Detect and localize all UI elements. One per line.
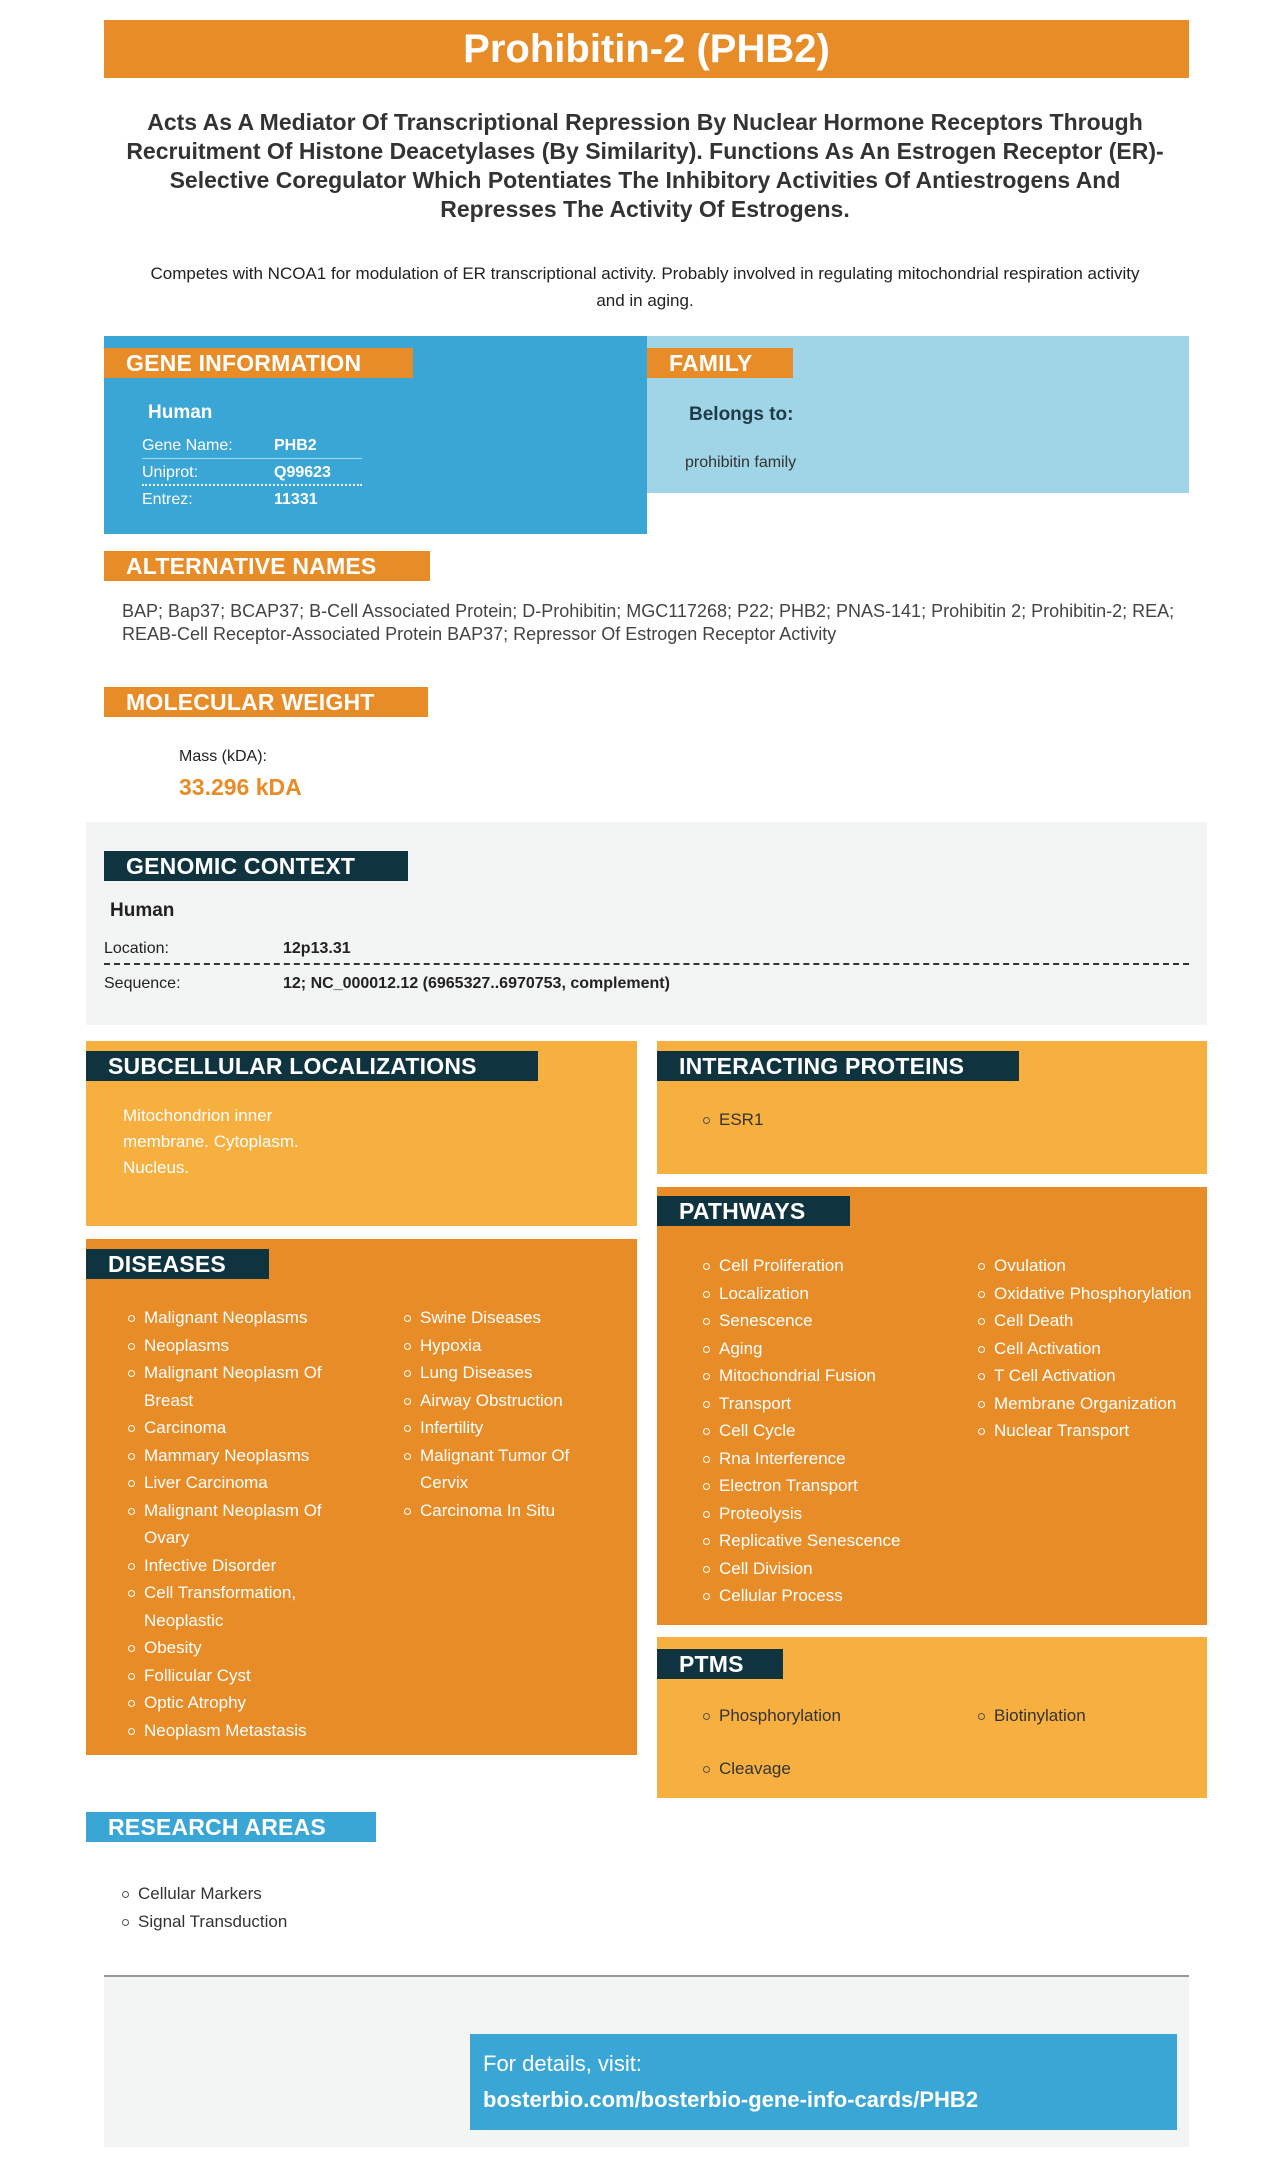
- list-item: Carcinoma In Situ: [402, 1497, 607, 1525]
- list-item: Rna Interference: [701, 1445, 951, 1473]
- list-item: Cell Death: [976, 1307, 1201, 1335]
- details-url[interactable]: bosterbio.com/bosterbio-gene-info-cards/PHB2: [483, 2087, 979, 2112]
- list-item: Optic Atrophy: [126, 1689, 356, 1717]
- list-item: Cell Transformation, Neoplastic: [126, 1579, 356, 1634]
- family-heading: FAMILY: [647, 348, 793, 378]
- list-item: Oxidative Phosphorylation: [976, 1280, 1201, 1308]
- list-item: Localization: [701, 1280, 951, 1308]
- uniprot-label: Uniprot:: [142, 464, 199, 481]
- list-item: Malignant Tumor Of Cervix: [402, 1442, 607, 1497]
- list-item: Malignant Neoplasm Of Ovary: [126, 1497, 356, 1552]
- list-item: Obesity: [126, 1634, 356, 1662]
- diseases-panel: [86, 1239, 637, 1755]
- list-item: Nuclear Transport: [976, 1417, 1201, 1445]
- list-item: Electron Transport: [701, 1472, 951, 1500]
- subcellular-heading: SUBCELLULAR LOCALIZATIONS: [86, 1051, 538, 1081]
- research-areas-list: [120, 1880, 287, 1935]
- entrez-label: Entrez:: [142, 491, 193, 508]
- list-item: Replicative Senescence: [701, 1527, 951, 1555]
- pathways-panel: [657, 1187, 1207, 1625]
- interacting-proteins-heading: INTERACTING PROTEINS: [657, 1051, 1019, 1081]
- sequence-value: 12; NC_000012.12 (6965327..6970753, complement): [283, 975, 670, 992]
- pathways-list-col2: [976, 1252, 1201, 1445]
- list-item: Neoplasm Metastasis: [126, 1717, 356, 1745]
- function-summary: Acts As A Mediator Of Transcriptional Repression By Nuclear Hormone Receptors Through Recruitment Of Histone Deacetylases (By Similarity). Functions As An Estrogen Receptor (ER)-Selective Coregulator Which Potentiates The Inhibitory Activities Of Antiestrogens And Represses The Activity Of Estrogens.: [126, 109, 1164, 222]
- list-item: Cell Activation: [976, 1335, 1201, 1363]
- research-areas-heading: RESEARCH AREAS: [86, 1812, 376, 1842]
- gene-name-value: PHB2: [274, 437, 317, 454]
- list-item: T Cell Activation: [976, 1362, 1201, 1390]
- family-value: prohibitin family: [685, 454, 797, 471]
- gene-information-heading: GENE INFORMATION: [104, 348, 413, 378]
- list-item: Neoplasms: [126, 1332, 356, 1360]
- molecular-weight-heading: MOLECULAR WEIGHT: [104, 687, 428, 717]
- genomic-species: Human: [110, 900, 175, 921]
- function-description: Competes with NCOA1 for modulation of ER transcriptional activity. Probably involved in regulating mitochondrial respiration activity and in aging.: [150, 264, 1140, 310]
- ptms-list-col1: [701, 1702, 951, 1782]
- list-item: Malignant Neoplasm Of Breast: [126, 1359, 356, 1414]
- alternative-names-heading: ALTERNATIVE NAMES: [104, 551, 430, 581]
- list-item: Follicular Cyst: [126, 1662, 356, 1690]
- list-item: Senescence: [701, 1307, 951, 1335]
- uniprot-row: [142, 459, 362, 486]
- list-item: Infertility: [402, 1414, 607, 1442]
- location-label: Location:: [104, 940, 169, 957]
- list-item: Hypoxia: [402, 1332, 607, 1360]
- page-title: Prohibitin-2 (PHB2): [104, 20, 1189, 78]
- list-item: Cleavage: [701, 1755, 951, 1783]
- list-item: Cell Cycle: [701, 1417, 951, 1445]
- list-item: Cell Proliferation: [701, 1252, 951, 1280]
- gene-info-table: [142, 432, 362, 513]
- list-item: Mammary Neoplasms: [126, 1442, 356, 1470]
- gene-name-label: Gene Name:: [142, 437, 233, 454]
- list-item: Cell Division: [701, 1555, 951, 1583]
- list-item: Mitochondrial Fusion: [701, 1362, 951, 1390]
- location-value: 12p13.31: [283, 940, 351, 957]
- list-item: Liver Carcinoma: [126, 1469, 356, 1497]
- uniprot-value: Q99623: [274, 464, 331, 481]
- list-item: Ovulation: [976, 1252, 1201, 1280]
- list-item: Phosphorylation: [701, 1702, 951, 1730]
- mass-value: 33.296 kDA: [179, 774, 302, 800]
- gene-name-row: [142, 432, 362, 459]
- list-item: Aging: [701, 1335, 951, 1363]
- list-item: Biotinylation: [976, 1702, 1201, 1730]
- list-item: Lung Diseases: [402, 1359, 607, 1387]
- list-item: Transport: [701, 1390, 951, 1418]
- diseases-heading: DISEASES: [86, 1249, 269, 1279]
- list-item: Cellular Process: [701, 1582, 951, 1610]
- sequence-row: [104, 967, 1189, 1000]
- list-item: Membrane Organization: [976, 1390, 1201, 1418]
- list-item: Swine Diseases: [402, 1304, 607, 1332]
- list-item: Proteolysis: [701, 1500, 951, 1528]
- sequence-label: Sequence:: [104, 975, 181, 992]
- ptms-list-col2: [976, 1702, 1201, 1730]
- list-item: Infective Disorder: [126, 1552, 356, 1580]
- gene-species: Human: [148, 402, 213, 423]
- entrez-row: [142, 486, 362, 513]
- list-item: Carcinoma: [126, 1414, 356, 1442]
- list-item: Cellular Markers: [120, 1880, 287, 1908]
- list-item: Malignant Neoplasms: [126, 1304, 356, 1332]
- alternative-names-text: BAP; Bap37; BCAP37; B-Cell Associated Protein; D-Prohibitin; MGC117268; P22; PHB2; PNAS-141; Prohibitin 2; Prohibitin-2; REA; REAB-Cell Receptor-Associated Protein BAP37; Repressor Of Estrogen Receptor Activity: [122, 601, 1175, 644]
- details-link-box[interactable]: [470, 2034, 1177, 2130]
- pathways-heading: PATHWAYS: [657, 1196, 850, 1226]
- details-label: For details, visit:: [483, 2051, 642, 2076]
- list-item: ESR1: [701, 1106, 763, 1134]
- entrez-value: 11331: [274, 491, 318, 508]
- family-belongs-label: Belongs to:: [689, 404, 794, 425]
- interacting-proteins-list: [701, 1106, 763, 1134]
- subcellular-text: Mitochondrion inner membrane. Cytoplasm. Nucleus.: [123, 1106, 299, 1177]
- pathways-list-col1: [701, 1252, 951, 1610]
- diseases-list-col2: [402, 1304, 607, 1524]
- diseases-list-col1: [126, 1304, 356, 1744]
- list-item: Signal Transduction: [120, 1908, 287, 1936]
- list-item: Airway Obstruction: [402, 1387, 607, 1415]
- mass-label: Mass (kDA):: [179, 748, 267, 765]
- ptms-heading: PTMS: [657, 1649, 783, 1679]
- genomic-context-heading: GENOMIC CONTEXT: [104, 851, 408, 881]
- location-row: [104, 932, 1189, 965]
